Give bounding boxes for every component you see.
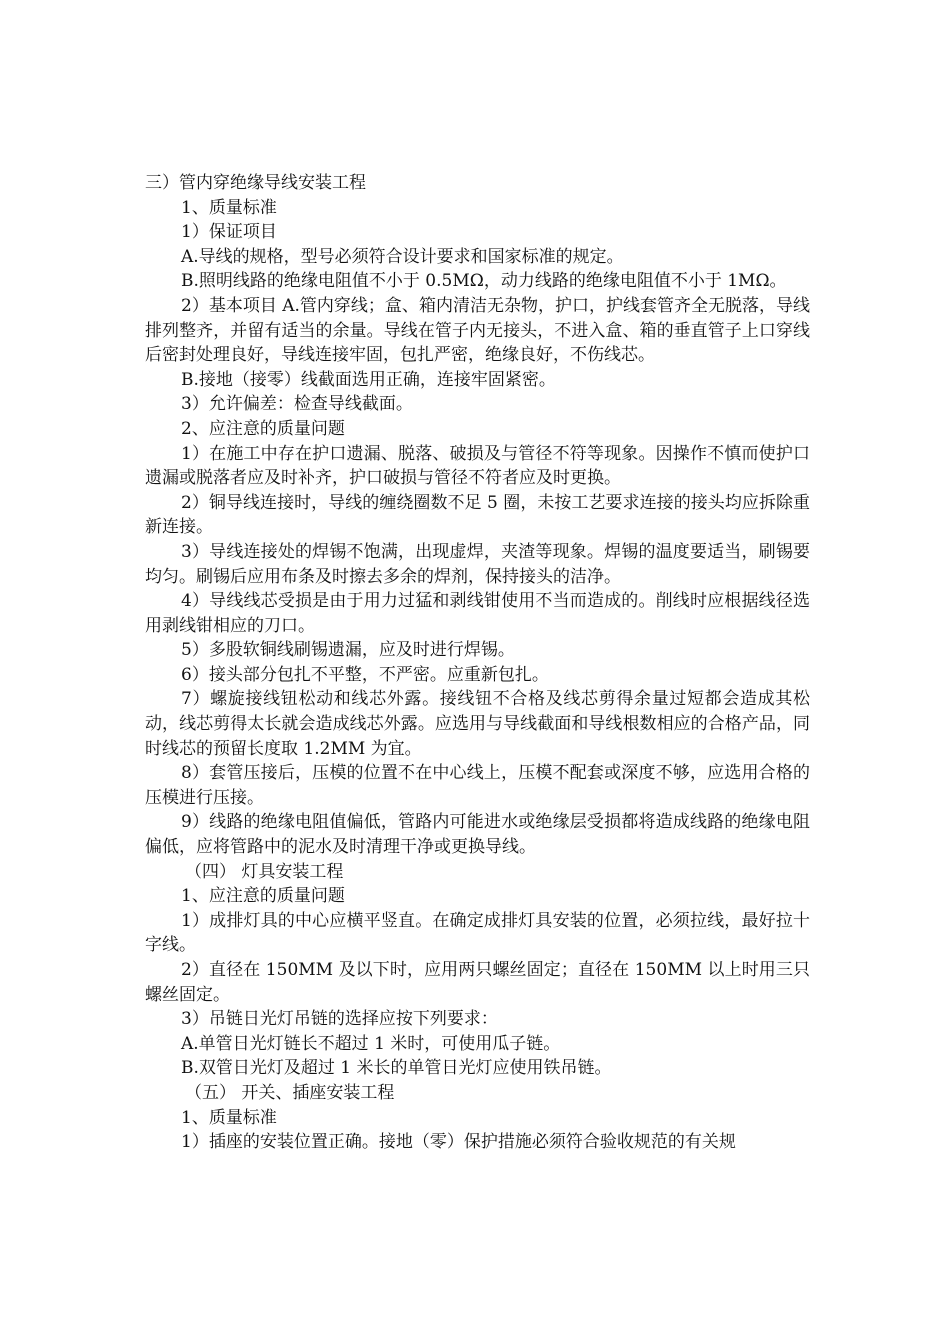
paragraph: 1）成排灯具的中心应横平竖直。在确定成排灯具安装的位置，必须拉线，最好拉十字线。	[145, 910, 810, 956]
paragraph: 1）在施工中存在护口遗漏、脱落、破损及与管径不符等现象。因操作不慎而使护口遗漏或脱落者应及时补齐，护口破损与管径不符者应及时更换。	[145, 443, 810, 489]
paragraph: 8）套管压接后，压模的位置不在中心线上，压模不配套或深度不够，应选用合格的压模进行压接。	[145, 763, 810, 808]
paragraph: B.接地（接零）线截面选用正确，连接牢固紧密。	[181, 369, 556, 390]
subheading: 1、应注意的质量问题	[181, 886, 345, 907]
paragraph: 7）螺旋接线钮松动和线芯外露。接线钮不合格及线芯剪得余量过短都会造成其松动，线芯剪得太长就会造成线芯外露。应选用与导线截面和导线根数相应的合格产品，同时线芯的预留长度取 1.2MM 为宜。	[145, 689, 810, 759]
section-heading: （五） 开关、插座安装工程	[185, 1082, 395, 1103]
paragraph: 2）基本项目 A.管内穿线；盒、箱内清洁无杂物，护口，护线套管齐全无脱落，导线排列整齐，并留有适当的余量。导线在管子内无接头，不进入盒、箱的垂直管子上口穿线后密封处理良好，导线连接牢固，包扎严密，绝缘良好，不伤线芯。	[145, 295, 810, 366]
paragraph: 3）吊链日光灯吊链的选择应按下列要求：	[181, 1009, 498, 1030]
paragraph: 3）导线连接处的焊锡不饱满，出现虚焊，夹渣等现象。焊锡的温度要适当，刷锡要均匀。刷锡后应用布条及时擦去多余的焊剂，保持接头的洁净。	[145, 541, 810, 587]
section-heading: 三）管内穿绝缘导线安装工程	[145, 173, 366, 193]
paragraph: 4）导线线芯受损是由于用力过猛和剥线钳使用不当而造成的。削线时应根据线径选用剥线钳相应的刀口。	[145, 591, 810, 636]
document-body	[145, 171, 810, 1155]
paragraph: 3）允许偏差：检查导线截面。	[181, 394, 413, 415]
section-heading: （四） 灯具安装工程	[185, 861, 344, 882]
subheading: 1）保证项目	[181, 222, 277, 243]
paragraph: 1）插座的安装位置正确。接地（零）保护措施必须符合验收规范的有关规	[181, 1132, 736, 1153]
subheading: 1、质量标准	[181, 1107, 277, 1128]
paragraph: 2）直径在 150MM 及以下时，应用两只螺丝固定；直径在 150MM 以上时用三只螺丝固定。	[145, 960, 810, 1005]
paragraph: B.双管日光灯及超过 1 米长的单管日光灯应使用铁吊链。	[181, 1058, 612, 1079]
paragraph: 2）铜导线连接时，导线的缠绕圈数不足 5 圈，未按工艺要求连接的接头均应拆除重新连接。	[145, 492, 810, 538]
paragraph: 6）接头部分包扎不平整，不严密。应重新包扎。	[181, 664, 549, 685]
paragraph: A.单管日光灯链长不超过 1 米时，可使用瓜子链。	[181, 1033, 561, 1054]
subheading: 1、质量标准	[181, 197, 277, 218]
paragraph: 5）多股软铜线刷锡遗漏，应及时进行焊锡。	[181, 640, 515, 661]
paragraph: A.导线的规格，型号必须符合设计要求和国家标准的规定。	[181, 246, 624, 267]
paragraph: B.照明线路的绝缘电阻值不小于 0.5MΩ，动力线路的绝缘电阻值不小于 1MΩ。	[181, 271, 787, 292]
subheading: 2、应注意的质量问题	[181, 418, 345, 439]
paragraph: 9）线路的绝缘电阻值偏低，管路内可能进水或绝缘层受损都将造成线路的绝缘电阻偏低，应将管路中的泥水及时清理干净或更换导线。	[145, 812, 810, 858]
